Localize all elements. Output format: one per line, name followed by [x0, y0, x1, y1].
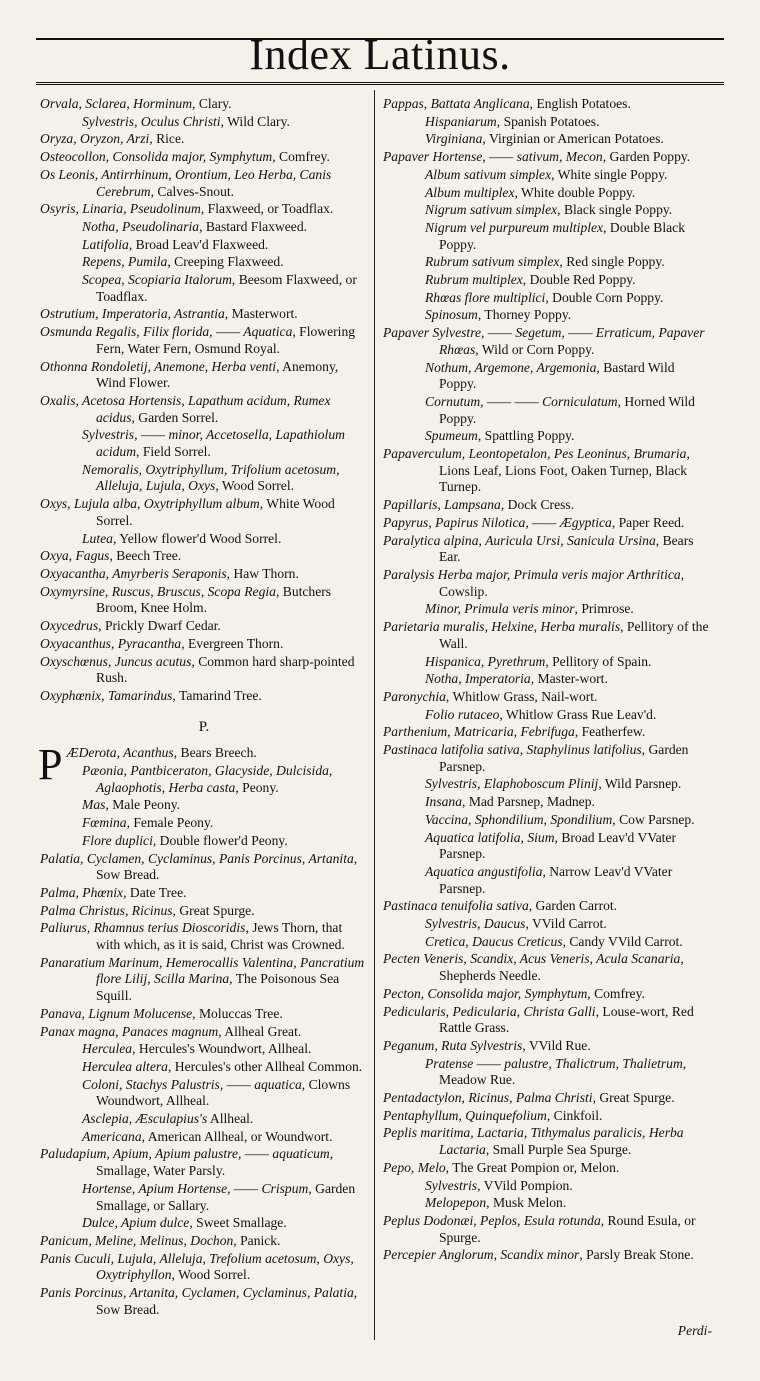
index-entry: Percepier Anglorum, Scandix minor, Parsly Break Stone. — [383, 1247, 694, 1263]
left-column — [40, 96, 368, 1320]
index-subentry: Minor, Primula veris minor, Primrose. — [425, 601, 634, 617]
index-subentry: Nigrum sativum simplex, Black single Poppy. — [425, 202, 673, 218]
index-entry: Oxyacanthus, Pyracantha, Evergreen Thorn. — [40, 635, 284, 651]
page-title: Index Latinus. — [249, 30, 511, 79]
index-entry: Papyrus, Papirus Nilotica, —— Ægyptica, Paper Reed. — [383, 514, 685, 530]
index-entry: Pepo, Melo, The Great Pompion or, Melon. — [383, 1159, 620, 1175]
index-entry: Oxyacantha, Amyrberis Seraponis, Haw Thorn. — [40, 565, 299, 581]
index-subentry: Latifolia, Broad Leav'd Flaxweed. — [82, 236, 269, 252]
header-rule-bottom — [36, 82, 724, 88]
index-entry: Paralysis Herba major, Primula veris major Arthritica, Cowslip. — [383, 566, 685, 599]
index-entry: Pentadactylon, Ricinus, Palma Christi, Great Spurge. — [383, 1090, 675, 1106]
index-subentry: Nigrum vel purpureum multiplex, Double Black Poppy. — [425, 219, 686, 252]
index-subentry: Melopepon, Musk Melon. — [425, 1195, 567, 1211]
index-subentry: Hortense, Apium Hortense, —— Crispum, Garden Smallage, or Sallary. — [82, 1180, 356, 1213]
index-subentry: Herculea, Hercules's Woundwort, Allheal. — [82, 1041, 312, 1057]
index-subentry: Pæonia, Pantbiceraton, Glacyside, Dulcisida, Aglaophotis, Herba casta, Peony. — [82, 763, 333, 795]
index-subentry: Sylvestris, VVild Pompion. — [425, 1177, 573, 1193]
catchword: Perdi- — [677, 1323, 712, 1338]
index-entry: Pastinaca latifolia sativa, Staphylinus latifolius, Garden Parsnep. — [383, 742, 689, 774]
index-subentry: Hispaniarum, Spanish Potatoes. — [425, 113, 600, 129]
index-entry: Pastinaca tenuifolia sativa, Garden Carrot. — [383, 898, 618, 914]
index-entry: Oxya, Fagus, Beech Tree. — [40, 548, 182, 564]
index-subentry: Lutea, Yellow flower'd Wood Sorrel. — [82, 530, 282, 546]
index-entry: Oxycedrus, Prickly Dwarf Cedar. — [40, 618, 221, 634]
index-subentry: Repens, Pumila, Creeping Flaxweed. — [82, 254, 284, 270]
index-entry: Paronychia, Whitlow Grass, Nail-wort. — [383, 688, 598, 704]
index-entry: Pentaphyllum, Quinquefolium, Cinkfoil. — [383, 1107, 603, 1123]
index-subentry: Notha, Imperatoria, Master-wort. — [425, 671, 608, 687]
index-subentry: Pratense —— palustre, Thalictrum, Thalietrum, Meadow Rue. — [425, 1055, 687, 1088]
index-entry: Osteocollon, Consolida major, Symphytum, Comfrey. — [40, 149, 330, 165]
index-subentry: Cornutum, —— —— Corniculatum, Horned Wild Poppy. — [425, 393, 695, 426]
index-subentry: Album multiplex, White double Poppy. — [425, 184, 636, 200]
index-entry: Papillaris, Lampsana, Dock Cress. — [383, 497, 575, 513]
index-entry: Othonna Rondoletij, Anemone, Herba venti, Anemony, Wind Flower. — [40, 358, 339, 391]
index-subentry: Cretica, Daucus Creticus, Candy VVild Carrot. — [425, 933, 683, 949]
index-entry: Paludapium, Apium, Apium palustre, —— aquaticum, Smallage, Water Parsly. — [40, 1146, 334, 1179]
index-subentry: Spumeum, Spattling Poppy. — [425, 428, 575, 444]
index-entry: Papaver Hortense, —— sativum, Mecon, Garden Poppy. — [383, 149, 691, 165]
index-subentry: Rhœas flore multiplici, Double Corn Poppy. — [425, 289, 664, 305]
index-entry: Panava, Lignum Molucense, Moluccas Tree. — [40, 1005, 283, 1021]
index-entry: Osmunda Regalis, Filix florida, —— Aquatica, Flowering Fern, Water Fern, Osmund Royal. — [40, 324, 356, 356]
index-subentry: Nothum, Argemone, Argemonia, Bastard Wild Poppy. — [425, 359, 675, 392]
index-subentry: Coloni, Stachys Palustris, —— aquatica, Clowns Woundwort, Allheal. — [82, 1076, 351, 1109]
index-subentry: Mas, Male Peony. — [82, 797, 181, 813]
index-subentry: Nemoralis, Oxytriphyllum, Trifolium acetosum, Alleluja, Lujula, Oxys, Wood Sorrel. — [82, 461, 340, 494]
index-entry: Panis Cuculi, Lujula, Alleluja, Trefolium acetosum, Oxys, Oxytriphyllon, Wood Sorrel. — [40, 1250, 354, 1283]
index-subentry: Sylvestris, Elaphoboscum Plinij, Wild Parsnep. — [425, 776, 682, 792]
index-entry: Palatia, Cyclamen, Cyclaminus, Panis Porcinus, Artanita, Sow Bread. — [40, 850, 358, 883]
index-entry: Peganum, Ruta Sylvestris, VVild Rue. — [383, 1037, 591, 1053]
index-subentry: Notha, Pseudolinaria, Bastard Flaxweed. — [82, 218, 308, 234]
index-entry: Oxymyrsine, Ruscus, Bruscus, Scopa Regia, Butchers Broom, Knee Holm. — [40, 583, 332, 616]
index-entry: Pecten Veneris, Scandix, Acus Veneris, Acula Scanaria, Shepherds Needle. — [383, 951, 684, 984]
index-subentry: Hispanica, Pyrethrum, Pellitory of Spain. — [425, 653, 652, 669]
index-entry: Panaratium Marinum, Hemerocallis Valentina, Pancratium flore Lilij, Scilla Marina, The Poisonous Sea Squill. — [40, 954, 365, 1004]
index-entry: Paralytica alpina, Auricula Ursi, Sanicula Ursina, Bears Ear. — [383, 532, 694, 565]
index-subentry: Virginiana, Virginian or American Potatoes. — [425, 131, 664, 147]
index-entry: P ÆDerota, Acanthus, Bears Breech. — [38, 740, 257, 790]
index-entry: Oxalis, Acetosa Hortensis, Lapathum acidum, Rumex acidus, Garden Sorrel. — [40, 392, 331, 425]
index-entry: Palma, Phœnix, Date Tree. — [40, 884, 187, 900]
index-subentry: Rubrum multiplex, Double Red Poppy. — [425, 272, 636, 288]
drop-cap: P — [38, 740, 63, 790]
index-entry: Pappas, Battata Anglicana, English Potatoes. — [383, 96, 631, 111]
index-entry: Oryza, Oryzon, Arzi, Rice. — [40, 131, 185, 147]
index-entry: Pecton, Consolida major, Symphytum, Comfrey. — [383, 985, 645, 1001]
index-subentry: Scopea, Scopiaria Italorum, Beesom Flaxweed, or Toadflax. — [82, 272, 357, 304]
index-subentry: Fœmina, Female Peony. — [82, 815, 214, 831]
index-entry: Oxyschœnus, Juncus acutus, Common hard sharp-pointed Rush. — [40, 653, 355, 686]
index-entry: Os Leonis, Antirrhinum, Orontium, Leo Herba, Canis Cerebrum, Calves-Snout. — [40, 166, 332, 199]
index-entry: Oxys, Lujula alba, Oxytriphyllum album, White Wood Sorrel. — [40, 496, 335, 528]
index-subentry: Flore duplici, Double flower'd Peony. — [82, 832, 288, 848]
index-entry: Oxyphœnix, Tamarindus, Tamarind Tree. — [40, 687, 262, 703]
index-entry: Palma Christus, Ricinus, Great Spurge. — [40, 902, 255, 918]
index-entry: Osyris, Linaria, Pseudolinum, Flaxweed, or Toadflax. — [40, 201, 334, 217]
index-subentry: Spinosum, Thorney Poppy. — [425, 307, 572, 323]
index-subentry: Sylvestris, Oculus Christi, Wild Clary. — [82, 113, 290, 129]
index-entry: Ostrutium, Imperatoria, Astrantia, Masterwort. — [40, 306, 298, 322]
section-letter: P. — [198, 718, 210, 735]
index-entry: Parthenium, Matricaria, Febrifuga, Featherfew. — [383, 724, 646, 740]
index-entry: Panax magna, Panaces magnum, Allheal Great. — [40, 1023, 302, 1039]
index-entry: Orvala, Sclarea, Horminum, Clary. — [40, 96, 232, 111]
index-entry: Papaver Sylvestre, —— Segetum, —— Erraticum, Papaver Rhœas, Wild or Corn Poppy. — [383, 325, 705, 357]
index-subentry: Insana, Mad Parsnep, Madnep. — [425, 794, 595, 810]
index-entry: Peplus Dodonæi, Peplos, Esula rotunda, Round Esula, or Spurge. — [383, 1213, 696, 1245]
index-subentry: Dulce, Apium dulce, Sweet Smallage. — [82, 1215, 287, 1231]
index-entry: Panis Porcinus, Artanita, Cyclamen, Cyclaminus, Palatia, Sow Bread. — [40, 1285, 358, 1317]
index-entry: Paliurus, Rhamnus terius Dioscoridis, Jews Thorn, that with which, as it is said, Christ was Crowned. — [40, 920, 345, 953]
index-entry: Panicum, Meline, Melinus, Dochon, Panick. — [40, 1233, 281, 1248]
index-subentry: Sylvestris, —— minor, Accetosella, Lapathiolum acidum, Field Sorrel. — [82, 427, 345, 460]
right-column — [383, 96, 713, 1265]
index-entry: Peplis maritima, Lactaria, Tithymalus paralicis, Herba Lactaria, Small Purple Sea Spurge. — [383, 1125, 684, 1158]
index-subentry: Aquatica latifolia, Sium, Broad Leav'd VVater Parsnep. — [425, 829, 676, 862]
index-subentry: Album sativum simplex, White single Poppy. — [425, 166, 668, 182]
index-subentry: Sylvestris, Daucus, VVild Carrot. — [425, 916, 607, 932]
index-subentry: Rubrum sativum simplex, Red single Poppy. — [425, 254, 665, 270]
index-subentry: Asclepia, Æsculapius's Allheal. — [82, 1111, 254, 1127]
index-entry: Pedicularis, Pedicularia, Christa Galli, Louse-wort, Red Rattle Grass. — [383, 1003, 694, 1036]
index-subentry: Herculea altera, Hercules's other Allheal Common. — [82, 1058, 363, 1074]
index-subentry: Americana, American Allheal, or Woundwort. — [82, 1128, 333, 1144]
column-divider — [374, 90, 375, 1340]
index-entry: Papaverculum, Leontopetalon, Pes Leoninus, Brumaria, Lions Leaf, Lions Foot, Oaken Turnep, Black Turnep. — [383, 446, 690, 495]
index-entry: Parietaria muralis, Helxine, Herba muralis, Pellitory of the Wall. — [383, 619, 709, 651]
index-subentry: Vaccina, Sphondilium, Spondilium, Cow Parsnep. — [425, 811, 695, 827]
index-subentry: Aquatica angustifolia, Narrow Leav'd VVater Parsnep. — [425, 863, 673, 896]
index-subentry: Folio rutaceo, Whitlow Grass Rue Leav'd. — [425, 706, 657, 722]
